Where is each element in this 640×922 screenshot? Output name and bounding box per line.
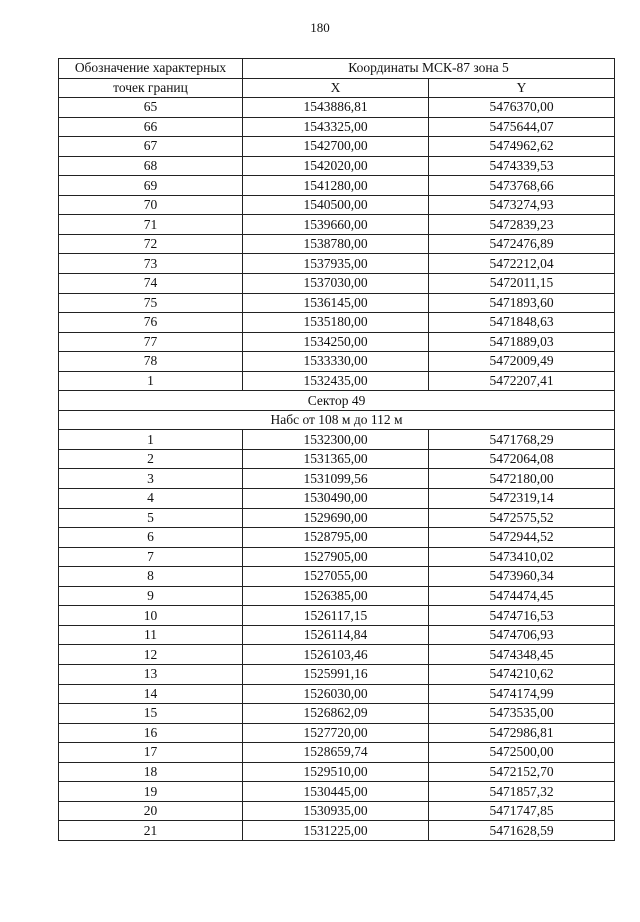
x-coordinate-cell: 1532435,00: [243, 371, 429, 391]
table-row: [59, 234, 615, 254]
table-row: [59, 528, 615, 548]
table-row: [59, 664, 615, 684]
table-row: [59, 313, 615, 333]
y-coordinate-cell: 5471857,32: [429, 782, 615, 802]
coords-header: Координаты МСК-87 зона 5: [243, 59, 615, 79]
point-label-header: Обозначение характерных: [59, 59, 243, 79]
table-row: [59, 449, 615, 469]
y-coordinate-cell: 5472064,08: [429, 449, 615, 469]
x-coordinate-cell: 1536145,00: [243, 293, 429, 313]
point-number-cell: 21: [59, 821, 243, 841]
table-row: [59, 332, 615, 352]
x-coordinate-cell: 1531099,56: [243, 469, 429, 489]
y-coordinate-cell: 5472319,14: [429, 489, 615, 509]
x-coordinate-cell: 1532300,00: [243, 430, 429, 450]
y-coordinate-cell: 5476370,00: [429, 98, 615, 118]
point-number-cell: 6: [59, 528, 243, 548]
table-row: [59, 469, 615, 489]
table-row: [59, 137, 615, 157]
x-coordinate-cell: 1525991,16: [243, 664, 429, 684]
point-number-cell: 1: [59, 371, 243, 391]
section-row: [59, 410, 615, 430]
y-coordinate-cell: 5474210,62: [429, 664, 615, 684]
point-number-cell: 12: [59, 645, 243, 665]
x-coordinate-cell: 1527905,00: [243, 547, 429, 567]
x-coordinate-cell: 1534250,00: [243, 332, 429, 352]
x-coordinate-cell: 1537935,00: [243, 254, 429, 274]
section-row: [59, 391, 615, 411]
table-row: [59, 567, 615, 587]
table-row: [59, 352, 615, 372]
y-coordinate-cell: 5472839,23: [429, 215, 615, 235]
section-title: Набс от 108 м до 112 м: [59, 410, 615, 430]
point-number-cell: 66: [59, 117, 243, 137]
table-row: [59, 117, 615, 137]
point-number-cell: 72: [59, 234, 243, 254]
x-coordinate-cell: 1526385,00: [243, 586, 429, 606]
section-title: Сектор 49: [59, 391, 615, 411]
table-row: [59, 625, 615, 645]
y-coordinate-cell: 5474706,93: [429, 625, 615, 645]
x-coordinate-cell: 1531225,00: [243, 821, 429, 841]
y-coordinate-cell: 5473274,93: [429, 195, 615, 215]
point-number-cell: 13: [59, 664, 243, 684]
point-number-cell: 9: [59, 586, 243, 606]
x-coordinate-cell: 1528659,74: [243, 743, 429, 763]
x-coordinate-cell: 1538780,00: [243, 234, 429, 254]
point-number-cell: 10: [59, 606, 243, 626]
y-coordinate-cell: 5471889,03: [429, 332, 615, 352]
table-row: [59, 98, 615, 118]
x-coordinate-cell: 1527055,00: [243, 567, 429, 587]
point-number-cell: 7: [59, 547, 243, 567]
x-coordinate-cell: 1533330,00: [243, 352, 429, 372]
table-row: [59, 782, 615, 802]
table-row: [59, 762, 615, 782]
point-number-cell: 4: [59, 489, 243, 509]
y-coordinate-cell: 5474474,45: [429, 586, 615, 606]
table-row: [59, 254, 615, 274]
y-coordinate-cell: 5474716,53: [429, 606, 615, 626]
point-number-cell: 69: [59, 176, 243, 196]
x-coordinate-cell: 1526103,46: [243, 645, 429, 665]
table-row: [59, 547, 615, 567]
table-row: [59, 293, 615, 313]
x-coordinate-cell: 1537030,00: [243, 274, 429, 294]
x-coordinate-cell: 1529690,00: [243, 508, 429, 528]
y-coordinate-cell: 5473535,00: [429, 704, 615, 724]
table-row: [59, 743, 615, 763]
point-number-cell: 18: [59, 762, 243, 782]
y-coordinate-cell: 5475644,07: [429, 117, 615, 137]
y-coordinate-cell: 5472500,00: [429, 743, 615, 763]
point-number-cell: 70: [59, 195, 243, 215]
table-row: [59, 371, 615, 391]
point-number-cell: 5: [59, 508, 243, 528]
x-coordinate-cell: 1526117,15: [243, 606, 429, 626]
table-body: [59, 98, 615, 841]
y-header: Y: [429, 78, 615, 98]
y-coordinate-cell: 5472212,04: [429, 254, 615, 274]
table-row: [59, 704, 615, 724]
x-coordinate-cell: 1535180,00: [243, 313, 429, 333]
table-header: [59, 59, 615, 98]
point-number-cell: 19: [59, 782, 243, 802]
table-row: [59, 684, 615, 704]
point-number-cell: 15: [59, 704, 243, 724]
x-coordinate-cell: 1526862,09: [243, 704, 429, 724]
x-coordinate-cell: 1529510,00: [243, 762, 429, 782]
x-coordinate-cell: 1526030,00: [243, 684, 429, 704]
x-coordinate-cell: 1543886,81: [243, 98, 429, 118]
y-coordinate-cell: 5472152,70: [429, 762, 615, 782]
table-row: [59, 586, 615, 606]
point-number-cell: 16: [59, 723, 243, 743]
y-coordinate-cell: 5472476,89: [429, 234, 615, 254]
x-coordinate-cell: 1542020,00: [243, 156, 429, 176]
point-number-cell: 71: [59, 215, 243, 235]
header-row-2: [59, 78, 615, 98]
y-coordinate-cell: 5474348,45: [429, 645, 615, 665]
x-coordinate-cell: 1527720,00: [243, 723, 429, 743]
point-number-cell: 2: [59, 449, 243, 469]
point-number-cell: 17: [59, 743, 243, 763]
point-number-cell: 78: [59, 352, 243, 372]
x-coordinate-cell: 1530445,00: [243, 782, 429, 802]
y-coordinate-cell: 5474174,99: [429, 684, 615, 704]
y-coordinate-cell: 5473410,02: [429, 547, 615, 567]
x-coordinate-cell: 1526114,84: [243, 625, 429, 645]
point-number-cell: 77: [59, 332, 243, 352]
table-row: [59, 508, 615, 528]
x-coordinate-cell: 1540500,00: [243, 195, 429, 215]
point-number-cell: 3: [59, 469, 243, 489]
coordinates-table: [58, 58, 615, 841]
point-number-cell: 65: [59, 98, 243, 118]
y-coordinate-cell: 5473768,66: [429, 176, 615, 196]
table-row: [59, 156, 615, 176]
table-row: [59, 606, 615, 626]
point-number-cell: 74: [59, 274, 243, 294]
y-coordinate-cell: 5473960,34: [429, 567, 615, 587]
table-row: [59, 195, 615, 215]
table-row: [59, 430, 615, 450]
point-number-cell: 76: [59, 313, 243, 333]
table-row: [59, 274, 615, 294]
table-row: [59, 489, 615, 509]
table-row: [59, 215, 615, 235]
point-number-cell: 20: [59, 801, 243, 821]
y-coordinate-cell: 5474339,53: [429, 156, 615, 176]
x-coordinate-cell: 1543325,00: [243, 117, 429, 137]
point-label-header-cont: точек границ: [59, 78, 243, 98]
point-number-cell: 73: [59, 254, 243, 274]
y-coordinate-cell: 5471768,29: [429, 430, 615, 450]
y-coordinate-cell: 5471747,85: [429, 801, 615, 821]
x-coordinate-cell: 1530935,00: [243, 801, 429, 821]
table-row: [59, 801, 615, 821]
table-row: [59, 645, 615, 665]
y-coordinate-cell: 5471628,59: [429, 821, 615, 841]
x-coordinate-cell: 1542700,00: [243, 137, 429, 157]
x-coordinate-cell: 1528795,00: [243, 528, 429, 548]
x-coordinate-cell: 1530490,00: [243, 489, 429, 509]
point-number-cell: 11: [59, 625, 243, 645]
y-coordinate-cell: 5472180,00: [429, 469, 615, 489]
table-row: [59, 821, 615, 841]
x-coordinate-cell: 1531365,00: [243, 449, 429, 469]
y-coordinate-cell: 5472575,52: [429, 508, 615, 528]
point-number-cell: 14: [59, 684, 243, 704]
table-row: [59, 176, 615, 196]
x-coordinate-cell: 1541280,00: [243, 176, 429, 196]
header-row-1: [59, 59, 615, 79]
point-number-cell: 68: [59, 156, 243, 176]
y-coordinate-cell: 5472944,52: [429, 528, 615, 548]
point-number-cell: 8: [59, 567, 243, 587]
point-number-cell: 67: [59, 137, 243, 157]
table-row: [59, 723, 615, 743]
y-coordinate-cell: 5472009,49: [429, 352, 615, 372]
y-coordinate-cell: 5471848,63: [429, 313, 615, 333]
y-coordinate-cell: 5472986,81: [429, 723, 615, 743]
y-coordinate-cell: 5472011,15: [429, 274, 615, 294]
y-coordinate-cell: 5471893,60: [429, 293, 615, 313]
page-number: 180: [310, 20, 330, 35]
point-number-cell: 1: [59, 430, 243, 450]
y-coordinate-cell: 5474962,62: [429, 137, 615, 157]
x-coordinate-cell: 1539660,00: [243, 215, 429, 235]
y-coordinate-cell: 5472207,41: [429, 371, 615, 391]
x-header: X: [243, 78, 429, 98]
point-number-cell: 75: [59, 293, 243, 313]
